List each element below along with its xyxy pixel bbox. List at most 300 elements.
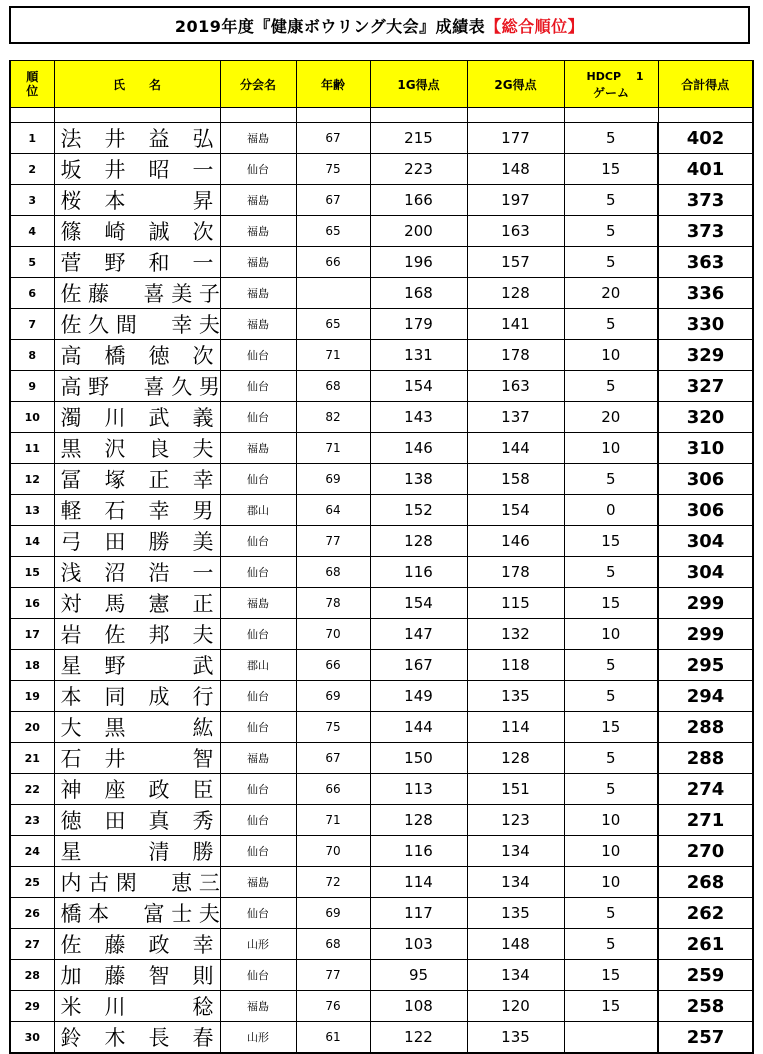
cell-branch: 福島 bbox=[220, 216, 296, 247]
cell-name bbox=[54, 836, 220, 867]
cell-g2: 177 bbox=[467, 123, 564, 154]
table-row bbox=[10, 991, 753, 1022]
cell-rank: 21 bbox=[10, 743, 54, 774]
cell-total: 306 bbox=[658, 495, 753, 526]
cell-rank: 12 bbox=[10, 464, 54, 495]
cell-g1: 215 bbox=[370, 123, 467, 154]
cell-branch: 福島 bbox=[220, 309, 296, 340]
table-row bbox=[10, 495, 753, 526]
cell-age: 75 bbox=[296, 154, 370, 185]
cell-branch: 仙台 bbox=[220, 557, 296, 588]
player-name: 冨 塚 正 幸 bbox=[60, 468, 214, 492]
cell-age: 69 bbox=[296, 464, 370, 495]
player-name: 内 古 閑 恵 三 bbox=[60, 871, 220, 895]
table-row bbox=[10, 154, 753, 185]
cell-branch: 仙台 bbox=[220, 402, 296, 433]
cell-branch: 仙台 bbox=[220, 619, 296, 650]
cell-g2: 135 bbox=[467, 681, 564, 712]
cell-total: 329 bbox=[658, 340, 753, 371]
table-row bbox=[10, 836, 753, 867]
cell-age: 71 bbox=[296, 340, 370, 371]
cell-g2: 128 bbox=[467, 743, 564, 774]
cell-g1: 168 bbox=[370, 278, 467, 309]
cell-rank: 2 bbox=[10, 154, 54, 185]
cell-total: 259 bbox=[658, 960, 753, 991]
header-age: 年齢 bbox=[296, 61, 370, 108]
cell-name bbox=[54, 774, 220, 805]
cell-age: 71 bbox=[296, 805, 370, 836]
table-row bbox=[10, 960, 753, 991]
cell-age: 75 bbox=[296, 712, 370, 743]
table-row bbox=[10, 588, 753, 619]
player-name: 石 井 智 bbox=[60, 747, 214, 771]
player-name: 鈴 木 長 春 bbox=[60, 1026, 214, 1050]
cell-name bbox=[54, 712, 220, 743]
cell-age: 78 bbox=[296, 588, 370, 619]
cell-hdcp: 15 bbox=[564, 991, 658, 1022]
cell-age: 72 bbox=[296, 867, 370, 898]
cell-total: 288 bbox=[658, 712, 753, 743]
cell-total: 373 bbox=[658, 216, 753, 247]
cell-g1: 108 bbox=[370, 991, 467, 1022]
cell-name bbox=[54, 185, 220, 216]
cell-age: 82 bbox=[296, 402, 370, 433]
player-name: 星 清 勝 bbox=[60, 840, 214, 864]
table-row bbox=[10, 929, 753, 960]
cell-rank: 20 bbox=[10, 712, 54, 743]
player-name: 神 座 政 臣 bbox=[60, 778, 214, 802]
cell-g2: 158 bbox=[467, 464, 564, 495]
cell-rank: 22 bbox=[10, 774, 54, 805]
cell-name bbox=[54, 619, 220, 650]
cell-age: 67 bbox=[296, 123, 370, 154]
cell-g1: 154 bbox=[370, 588, 467, 619]
cell-branch: 福島 bbox=[220, 743, 296, 774]
cell-hdcp: 10 bbox=[564, 619, 658, 650]
cell-name bbox=[54, 867, 220, 898]
header-total: 合計得点 bbox=[658, 61, 753, 108]
cell-rank: 5 bbox=[10, 247, 54, 278]
cell-total: 299 bbox=[658, 588, 753, 619]
cell-g2: 128 bbox=[467, 278, 564, 309]
cell-rank: 29 bbox=[10, 991, 54, 1022]
cell-name bbox=[54, 247, 220, 278]
cell-branch: 仙台 bbox=[220, 340, 296, 371]
cell-age: 61 bbox=[296, 1022, 370, 1054]
cell-total: 262 bbox=[658, 898, 753, 929]
title-accent: 【総合順位】 bbox=[485, 16, 585, 36]
cell-g1: 200 bbox=[370, 216, 467, 247]
cell-branch: 仙台 bbox=[220, 464, 296, 495]
cell-g2: 148 bbox=[467, 929, 564, 960]
cell-branch: 福島 bbox=[220, 991, 296, 1022]
cell-branch: 仙台 bbox=[220, 960, 296, 991]
cell-branch: 福島 bbox=[220, 867, 296, 898]
cell-g1: 95 bbox=[370, 960, 467, 991]
cell-name bbox=[54, 309, 220, 340]
cell-g2: 144 bbox=[467, 433, 564, 464]
cell-hdcp: 10 bbox=[564, 805, 658, 836]
cell-branch: 福島 bbox=[220, 588, 296, 619]
cell-hdcp bbox=[564, 1022, 658, 1054]
cell-g2: 141 bbox=[467, 309, 564, 340]
cell-total: 336 bbox=[658, 278, 753, 309]
player-name: 大 黒 紘 bbox=[60, 716, 214, 740]
cell-g1: 131 bbox=[370, 340, 467, 371]
table-row bbox=[10, 185, 753, 216]
cell-g1: 128 bbox=[370, 526, 467, 557]
player-name: 浅 沼 浩 一 bbox=[60, 561, 214, 585]
cell-total: 402 bbox=[658, 123, 753, 154]
player-name: 菅 野 和 一 bbox=[60, 251, 214, 275]
cell-g1: 103 bbox=[370, 929, 467, 960]
cell-branch: 福島 bbox=[220, 185, 296, 216]
cell-branch: 福島 bbox=[220, 433, 296, 464]
cell-branch: 仙台 bbox=[220, 371, 296, 402]
cell-total: 294 bbox=[658, 681, 753, 712]
player-name: 坂 井 昭 一 bbox=[60, 158, 214, 182]
cell-rank: 3 bbox=[10, 185, 54, 216]
cell-g1: 117 bbox=[370, 898, 467, 929]
player-name: 橋 本 富 士 夫 bbox=[60, 902, 220, 926]
cell-name bbox=[54, 402, 220, 433]
cell-rank: 23 bbox=[10, 805, 54, 836]
cell-age: 67 bbox=[296, 743, 370, 774]
cell-hdcp: 5 bbox=[564, 929, 658, 960]
cell-branch: 郡山 bbox=[220, 495, 296, 526]
cell-name bbox=[54, 991, 220, 1022]
cell-age: 68 bbox=[296, 557, 370, 588]
cell-name bbox=[54, 960, 220, 991]
cell-rank: 1 bbox=[10, 123, 54, 154]
results-table bbox=[9, 60, 754, 1054]
cell-age: 69 bbox=[296, 898, 370, 929]
cell-g2: 137 bbox=[467, 402, 564, 433]
cell-g1: 138 bbox=[370, 464, 467, 495]
cell-total: 274 bbox=[658, 774, 753, 805]
cell-g2: 115 bbox=[467, 588, 564, 619]
cell-age: 70 bbox=[296, 836, 370, 867]
results-body bbox=[10, 108, 753, 1054]
table-row bbox=[10, 805, 753, 836]
cell-rank: 14 bbox=[10, 526, 54, 557]
cell-g1: 150 bbox=[370, 743, 467, 774]
cell-hdcp: 5 bbox=[564, 743, 658, 774]
cell-rank: 18 bbox=[10, 650, 54, 681]
cell-g1: 147 bbox=[370, 619, 467, 650]
table-row bbox=[10, 743, 753, 774]
player-name: 徳 田 真 秀 bbox=[60, 809, 214, 833]
cell-name bbox=[54, 743, 220, 774]
cell-hdcp: 20 bbox=[564, 402, 658, 433]
header-hdcp-top: HDCP 1 bbox=[586, 69, 644, 83]
cell-g1: 167 bbox=[370, 650, 467, 681]
header-row bbox=[10, 61, 753, 108]
table-row bbox=[10, 309, 753, 340]
cell-g2: 134 bbox=[467, 867, 564, 898]
cell-age: 77 bbox=[296, 526, 370, 557]
cell-g2: 134 bbox=[467, 960, 564, 991]
cell-total: 268 bbox=[658, 867, 753, 898]
cell-g1: 143 bbox=[370, 402, 467, 433]
header-hdcp bbox=[564, 61, 658, 108]
cell-g2: 178 bbox=[467, 340, 564, 371]
header-branch: 分会名 bbox=[220, 61, 296, 108]
cell-total: 320 bbox=[658, 402, 753, 433]
cell-age: 65 bbox=[296, 216, 370, 247]
cell-hdcp: 5 bbox=[564, 464, 658, 495]
cell-rank: 10 bbox=[10, 402, 54, 433]
table-row bbox=[10, 402, 753, 433]
cell-rank: 16 bbox=[10, 588, 54, 619]
cell-branch: 福島 bbox=[220, 247, 296, 278]
cell-rank: 8 bbox=[10, 340, 54, 371]
cell-rank: 25 bbox=[10, 867, 54, 898]
table-row bbox=[10, 464, 753, 495]
cell-hdcp: 5 bbox=[564, 774, 658, 805]
cell-age: 64 bbox=[296, 495, 370, 526]
cell-hdcp: 5 bbox=[564, 247, 658, 278]
player-name: 黒 沢 良 夫 bbox=[60, 437, 214, 461]
cell-g2: 163 bbox=[467, 371, 564, 402]
table-row bbox=[10, 278, 753, 309]
cell-total: 271 bbox=[658, 805, 753, 836]
cell-g2: 146 bbox=[467, 526, 564, 557]
page-title bbox=[9, 6, 750, 44]
cell-total: 257 bbox=[658, 1022, 753, 1054]
cell-rank: 6 bbox=[10, 278, 54, 309]
cell-age: 70 bbox=[296, 619, 370, 650]
cell-hdcp: 5 bbox=[564, 185, 658, 216]
cell-branch: 仙台 bbox=[220, 774, 296, 805]
cell-hdcp: 5 bbox=[564, 898, 658, 929]
cell-hdcp: 15 bbox=[564, 588, 658, 619]
cell-name bbox=[54, 278, 220, 309]
player-name: 濁 川 武 義 bbox=[60, 406, 214, 430]
table-row bbox=[10, 774, 753, 805]
cell-g2: 123 bbox=[467, 805, 564, 836]
player-name: 米 川 稔 bbox=[60, 995, 214, 1019]
cell-total: 261 bbox=[658, 929, 753, 960]
cell-hdcp: 5 bbox=[564, 371, 658, 402]
cell-name bbox=[54, 805, 220, 836]
cell-total: 288 bbox=[658, 743, 753, 774]
cell-g1: 154 bbox=[370, 371, 467, 402]
cell-name bbox=[54, 526, 220, 557]
table-row bbox=[10, 557, 753, 588]
cell-branch: 仙台 bbox=[220, 805, 296, 836]
table-row bbox=[10, 216, 753, 247]
cell-g2: 197 bbox=[467, 185, 564, 216]
cell-branch: 仙台 bbox=[220, 898, 296, 929]
cell-total: 299 bbox=[658, 619, 753, 650]
cell-g1: 152 bbox=[370, 495, 467, 526]
cell-g1: 122 bbox=[370, 1022, 467, 1054]
player-name: 岩 佐 邦 夫 bbox=[60, 623, 214, 647]
cell-branch: 仙台 bbox=[220, 836, 296, 867]
cell-hdcp: 20 bbox=[564, 278, 658, 309]
cell-rank: 30 bbox=[10, 1022, 54, 1054]
cell-total: 373 bbox=[658, 185, 753, 216]
cell-rank: 7 bbox=[10, 309, 54, 340]
cell-total: 295 bbox=[658, 650, 753, 681]
cell-total: 258 bbox=[658, 991, 753, 1022]
cell-hdcp: 15 bbox=[564, 960, 658, 991]
cell-hdcp: 10 bbox=[564, 836, 658, 867]
cell-hdcp: 10 bbox=[564, 340, 658, 371]
cell-hdcp: 15 bbox=[564, 526, 658, 557]
header-g2: 2G得点 bbox=[467, 61, 564, 108]
table-row bbox=[10, 371, 753, 402]
cell-g2: 118 bbox=[467, 650, 564, 681]
cell-name bbox=[54, 340, 220, 371]
cell-name bbox=[54, 123, 220, 154]
cell-branch: 仙台 bbox=[220, 681, 296, 712]
cell-hdcp: 10 bbox=[564, 867, 658, 898]
cell-total: 304 bbox=[658, 526, 753, 557]
cell-name bbox=[54, 433, 220, 464]
cell-hdcp: 5 bbox=[564, 309, 658, 340]
cell-g2: 178 bbox=[467, 557, 564, 588]
title-main: 2019年度『健康ボウリング大会』成績表 bbox=[174, 16, 486, 36]
cell-rank: 4 bbox=[10, 216, 54, 247]
cell-total: 270 bbox=[658, 836, 753, 867]
header-hdcp-bottom: ゲーム bbox=[592, 85, 629, 100]
cell-rank: 13 bbox=[10, 495, 54, 526]
cell-g1: 179 bbox=[370, 309, 467, 340]
cell-hdcp: 10 bbox=[564, 433, 658, 464]
cell-branch: 仙台 bbox=[220, 154, 296, 185]
cell-g1: 128 bbox=[370, 805, 467, 836]
cell-total: 304 bbox=[658, 557, 753, 588]
player-name: 法 井 益 弘 bbox=[60, 127, 214, 151]
table-row bbox=[10, 650, 753, 681]
cell-name bbox=[54, 154, 220, 185]
cell-age bbox=[296, 278, 370, 309]
table-row bbox=[10, 433, 753, 464]
cell-g1: 114 bbox=[370, 867, 467, 898]
player-name: 佐 藤 喜 美 子 bbox=[60, 282, 220, 306]
player-name: 佐 久 間 幸 夫 bbox=[60, 313, 220, 337]
cell-branch: 山形 bbox=[220, 1022, 296, 1054]
table-row bbox=[10, 619, 753, 650]
player-name: 桜 本 昇 bbox=[60, 189, 214, 213]
cell-g1: 196 bbox=[370, 247, 467, 278]
cell-g1: 146 bbox=[370, 433, 467, 464]
table-row bbox=[10, 247, 753, 278]
cell-branch: 福島 bbox=[220, 278, 296, 309]
cell-rank: 24 bbox=[10, 836, 54, 867]
cell-hdcp: 5 bbox=[564, 123, 658, 154]
table-row bbox=[10, 867, 753, 898]
cell-g2: 163 bbox=[467, 216, 564, 247]
cell-g2: 148 bbox=[467, 154, 564, 185]
cell-age: 67 bbox=[296, 185, 370, 216]
cell-hdcp: 5 bbox=[564, 216, 658, 247]
header-name: 氏 名 bbox=[54, 61, 220, 108]
cell-g2: 135 bbox=[467, 898, 564, 929]
cell-total: 363 bbox=[658, 247, 753, 278]
cell-branch: 福島 bbox=[220, 123, 296, 154]
cell-g1: 144 bbox=[370, 712, 467, 743]
cell-name bbox=[54, 898, 220, 929]
cell-age: 68 bbox=[296, 929, 370, 960]
header-rank: 順 位 bbox=[10, 61, 54, 108]
spacer-row bbox=[10, 108, 753, 123]
table-row bbox=[10, 898, 753, 929]
cell-hdcp: 15 bbox=[564, 154, 658, 185]
cell-g1: 166 bbox=[370, 185, 467, 216]
cell-age: 66 bbox=[296, 247, 370, 278]
cell-g1: 113 bbox=[370, 774, 467, 805]
table-row bbox=[10, 340, 753, 371]
cell-age: 66 bbox=[296, 774, 370, 805]
cell-name bbox=[54, 929, 220, 960]
cell-age: 71 bbox=[296, 433, 370, 464]
player-name: 加 藤 智 則 bbox=[60, 964, 214, 988]
cell-rank: 26 bbox=[10, 898, 54, 929]
cell-g2: 134 bbox=[467, 836, 564, 867]
cell-hdcp: 0 bbox=[564, 495, 658, 526]
cell-g2: 151 bbox=[467, 774, 564, 805]
table-row bbox=[10, 712, 753, 743]
cell-g2: 135 bbox=[467, 1022, 564, 1054]
cell-rank: 19 bbox=[10, 681, 54, 712]
player-name: 軽 石 幸 男 bbox=[60, 499, 214, 523]
cell-name bbox=[54, 557, 220, 588]
cell-branch: 仙台 bbox=[220, 526, 296, 557]
cell-hdcp: 5 bbox=[564, 557, 658, 588]
cell-age: 76 bbox=[296, 991, 370, 1022]
cell-g2: 154 bbox=[467, 495, 564, 526]
cell-name bbox=[54, 371, 220, 402]
cell-age: 69 bbox=[296, 681, 370, 712]
table-row bbox=[10, 123, 753, 154]
cell-g2: 114 bbox=[467, 712, 564, 743]
cell-g1: 116 bbox=[370, 557, 467, 588]
cell-rank: 9 bbox=[10, 371, 54, 402]
cell-g2: 132 bbox=[467, 619, 564, 650]
cell-g1: 116 bbox=[370, 836, 467, 867]
cell-branch: 仙台 bbox=[220, 712, 296, 743]
cell-name bbox=[54, 216, 220, 247]
player-name: 高 橋 徳 次 bbox=[60, 344, 214, 368]
player-name: 本 同 成 行 bbox=[60, 685, 214, 709]
cell-name bbox=[54, 495, 220, 526]
cell-hdcp: 5 bbox=[564, 681, 658, 712]
cell-total: 327 bbox=[658, 371, 753, 402]
cell-age: 66 bbox=[296, 650, 370, 681]
cell-total: 401 bbox=[658, 154, 753, 185]
cell-total: 310 bbox=[658, 433, 753, 464]
cell-name bbox=[54, 1022, 220, 1054]
cell-g1: 223 bbox=[370, 154, 467, 185]
cell-name bbox=[54, 588, 220, 619]
cell-rank: 11 bbox=[10, 433, 54, 464]
header-g1: 1G得点 bbox=[370, 61, 467, 108]
table-row bbox=[10, 526, 753, 557]
cell-age: 68 bbox=[296, 371, 370, 402]
cell-name bbox=[54, 681, 220, 712]
table-row bbox=[10, 1022, 753, 1054]
cell-total: 330 bbox=[658, 309, 753, 340]
cell-hdcp: 15 bbox=[564, 712, 658, 743]
cell-branch: 郡山 bbox=[220, 650, 296, 681]
cell-age: 77 bbox=[296, 960, 370, 991]
table-row bbox=[10, 681, 753, 712]
cell-rank: 28 bbox=[10, 960, 54, 991]
cell-g2: 157 bbox=[467, 247, 564, 278]
